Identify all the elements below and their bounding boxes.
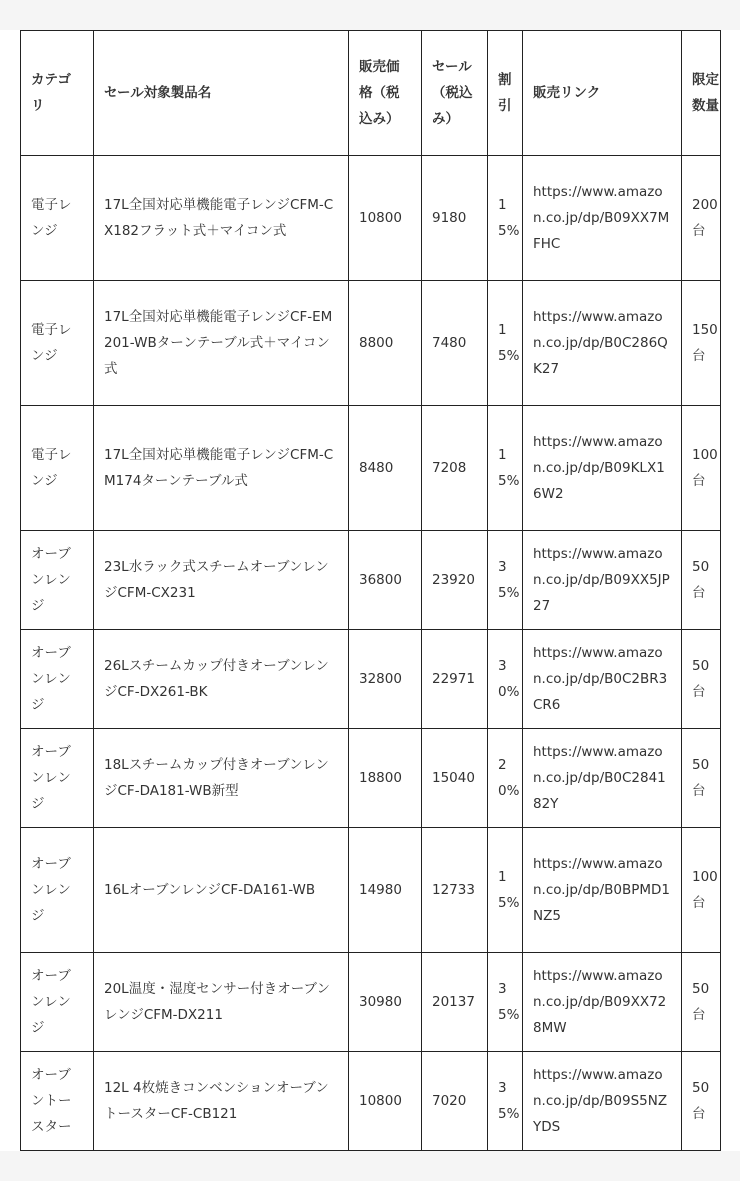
cell-price: 18800 xyxy=(349,729,422,828)
header-sale: セール（税込み） xyxy=(422,31,488,156)
cell-product: 23L水ラック式スチームオーブンレンジCFM-CX231 xyxy=(94,531,349,630)
cell-discount: 30% xyxy=(488,630,523,729)
table-row xyxy=(21,281,721,406)
cell-category: オーブントースター xyxy=(21,1052,94,1151)
header-row xyxy=(21,31,721,156)
table-row xyxy=(21,729,721,828)
table-row xyxy=(21,406,721,531)
table-row xyxy=(21,1052,721,1151)
cell-link: https://www.amazon.co.jp/dp/B0C284182Y xyxy=(523,729,682,828)
cell-limit: 50台 xyxy=(682,1052,721,1151)
cell-link: https://www.amazon.co.jp/dp/B0C2BR3CR6 xyxy=(523,630,682,729)
cell-discount: 15% xyxy=(488,828,523,953)
cell-link: https://www.amazon.co.jp/dp/B09XX7MFHC xyxy=(523,156,682,281)
cell-link: https://www.amazon.co.jp/dp/B09XX5JP27 xyxy=(523,531,682,630)
cell-limit: 50台 xyxy=(682,531,721,630)
cell-discount: 15% xyxy=(488,281,523,406)
cell-limit: 100台 xyxy=(682,828,721,953)
cell-discount: 35% xyxy=(488,531,523,630)
cell-product: 17L全国対応単機能電子レンジCF-EM201-WBターンテーブル式＋マイコン式 xyxy=(94,281,349,406)
table-row xyxy=(21,531,721,630)
cell-category: オーブンレンジ xyxy=(21,531,94,630)
cell-category: オーブンレンジ xyxy=(21,630,94,729)
cell-price: 10800 xyxy=(349,1052,422,1151)
cell-sale: 12733 xyxy=(422,828,488,953)
cell-link: https://www.amazon.co.jp/dp/B09S5NZYDS xyxy=(523,1052,682,1151)
cell-limit: 200台 xyxy=(682,156,721,281)
header-link: 販売リンク xyxy=(523,31,682,156)
cell-limit: 50台 xyxy=(682,953,721,1052)
cell-sale: 7208 xyxy=(422,406,488,531)
cell-discount: 35% xyxy=(488,953,523,1052)
cell-sale: 15040 xyxy=(422,729,488,828)
cell-limit: 50台 xyxy=(682,729,721,828)
cell-discount: 15% xyxy=(488,406,523,531)
cell-link: https://www.amazon.co.jp/dp/B09XX728MW xyxy=(523,953,682,1052)
cell-product: 18Lスチームカップ付きオーブンレンジCF-DA181-WB新型 xyxy=(94,729,349,828)
cell-limit: 150台 xyxy=(682,281,721,406)
cell-price: 30980 xyxy=(349,953,422,1052)
table-row xyxy=(21,630,721,729)
cell-limit: 100台 xyxy=(682,406,721,531)
cell-sale: 7480 xyxy=(422,281,488,406)
cell-sale: 7020 xyxy=(422,1052,488,1151)
cell-category: オーブンレンジ xyxy=(21,953,94,1052)
cell-price: 8480 xyxy=(349,406,422,531)
header-limit: 限定数量 xyxy=(682,31,721,156)
header-price: 販売価格（税込み） xyxy=(349,31,422,156)
cell-category: 電子レンジ xyxy=(21,156,94,281)
cell-sale: 20137 xyxy=(422,953,488,1052)
cell-limit: 50台 xyxy=(682,630,721,729)
header-product: セール対象製品名 xyxy=(94,31,349,156)
cell-category: オーブンレンジ xyxy=(21,729,94,828)
cell-category: 電子レンジ xyxy=(21,406,94,531)
cell-price: 14980 xyxy=(349,828,422,953)
cell-discount: 20% xyxy=(488,729,523,828)
cell-price: 8800 xyxy=(349,281,422,406)
cell-product: 20L温度・湿度センサー付きオーブンレンジCFM-DX211 xyxy=(94,953,349,1052)
cell-sale: 9180 xyxy=(422,156,488,281)
cell-product: 12L 4枚焼きコンベンションオーブントースターCF-CB121 xyxy=(94,1052,349,1151)
cell-product: 17L全国対応単機能電子レンジCFM-CM174ターンテーブル式 xyxy=(94,406,349,531)
cell-category: 電子レンジ xyxy=(21,281,94,406)
cell-price: 10800 xyxy=(349,156,422,281)
cell-link: https://www.amazon.co.jp/dp/B09KLX16W2 xyxy=(523,406,682,531)
cell-sale: 23920 xyxy=(422,531,488,630)
header-discount: 割引 xyxy=(488,31,523,156)
cell-product: 16LオーブンレンジCF-DA161-WB xyxy=(94,828,349,953)
cell-discount: 35% xyxy=(488,1052,523,1151)
cell-product: 17L全国対応単機能電子レンジCFM-CX182フラット式＋マイコン式 xyxy=(94,156,349,281)
cell-link: https://www.amazon.co.jp/dp/B0C286QK27 xyxy=(523,281,682,406)
cell-price: 36800 xyxy=(349,531,422,630)
table-row xyxy=(21,156,721,281)
header-category: カテゴリ xyxy=(21,31,94,156)
cell-link: https://www.amazon.co.jp/dp/B0BPMD1NZ5 xyxy=(523,828,682,953)
cell-product: 26Lスチームカップ付きオーブンレンジCF-DX261-BK xyxy=(94,630,349,729)
top-band xyxy=(0,0,740,30)
cell-sale: 22971 xyxy=(422,630,488,729)
table-row xyxy=(21,953,721,1052)
sale-table xyxy=(20,30,721,1151)
cell-discount: 15% xyxy=(488,156,523,281)
table-row xyxy=(21,828,721,953)
cell-price: 32800 xyxy=(349,630,422,729)
cell-category: オーブンレンジ xyxy=(21,828,94,953)
